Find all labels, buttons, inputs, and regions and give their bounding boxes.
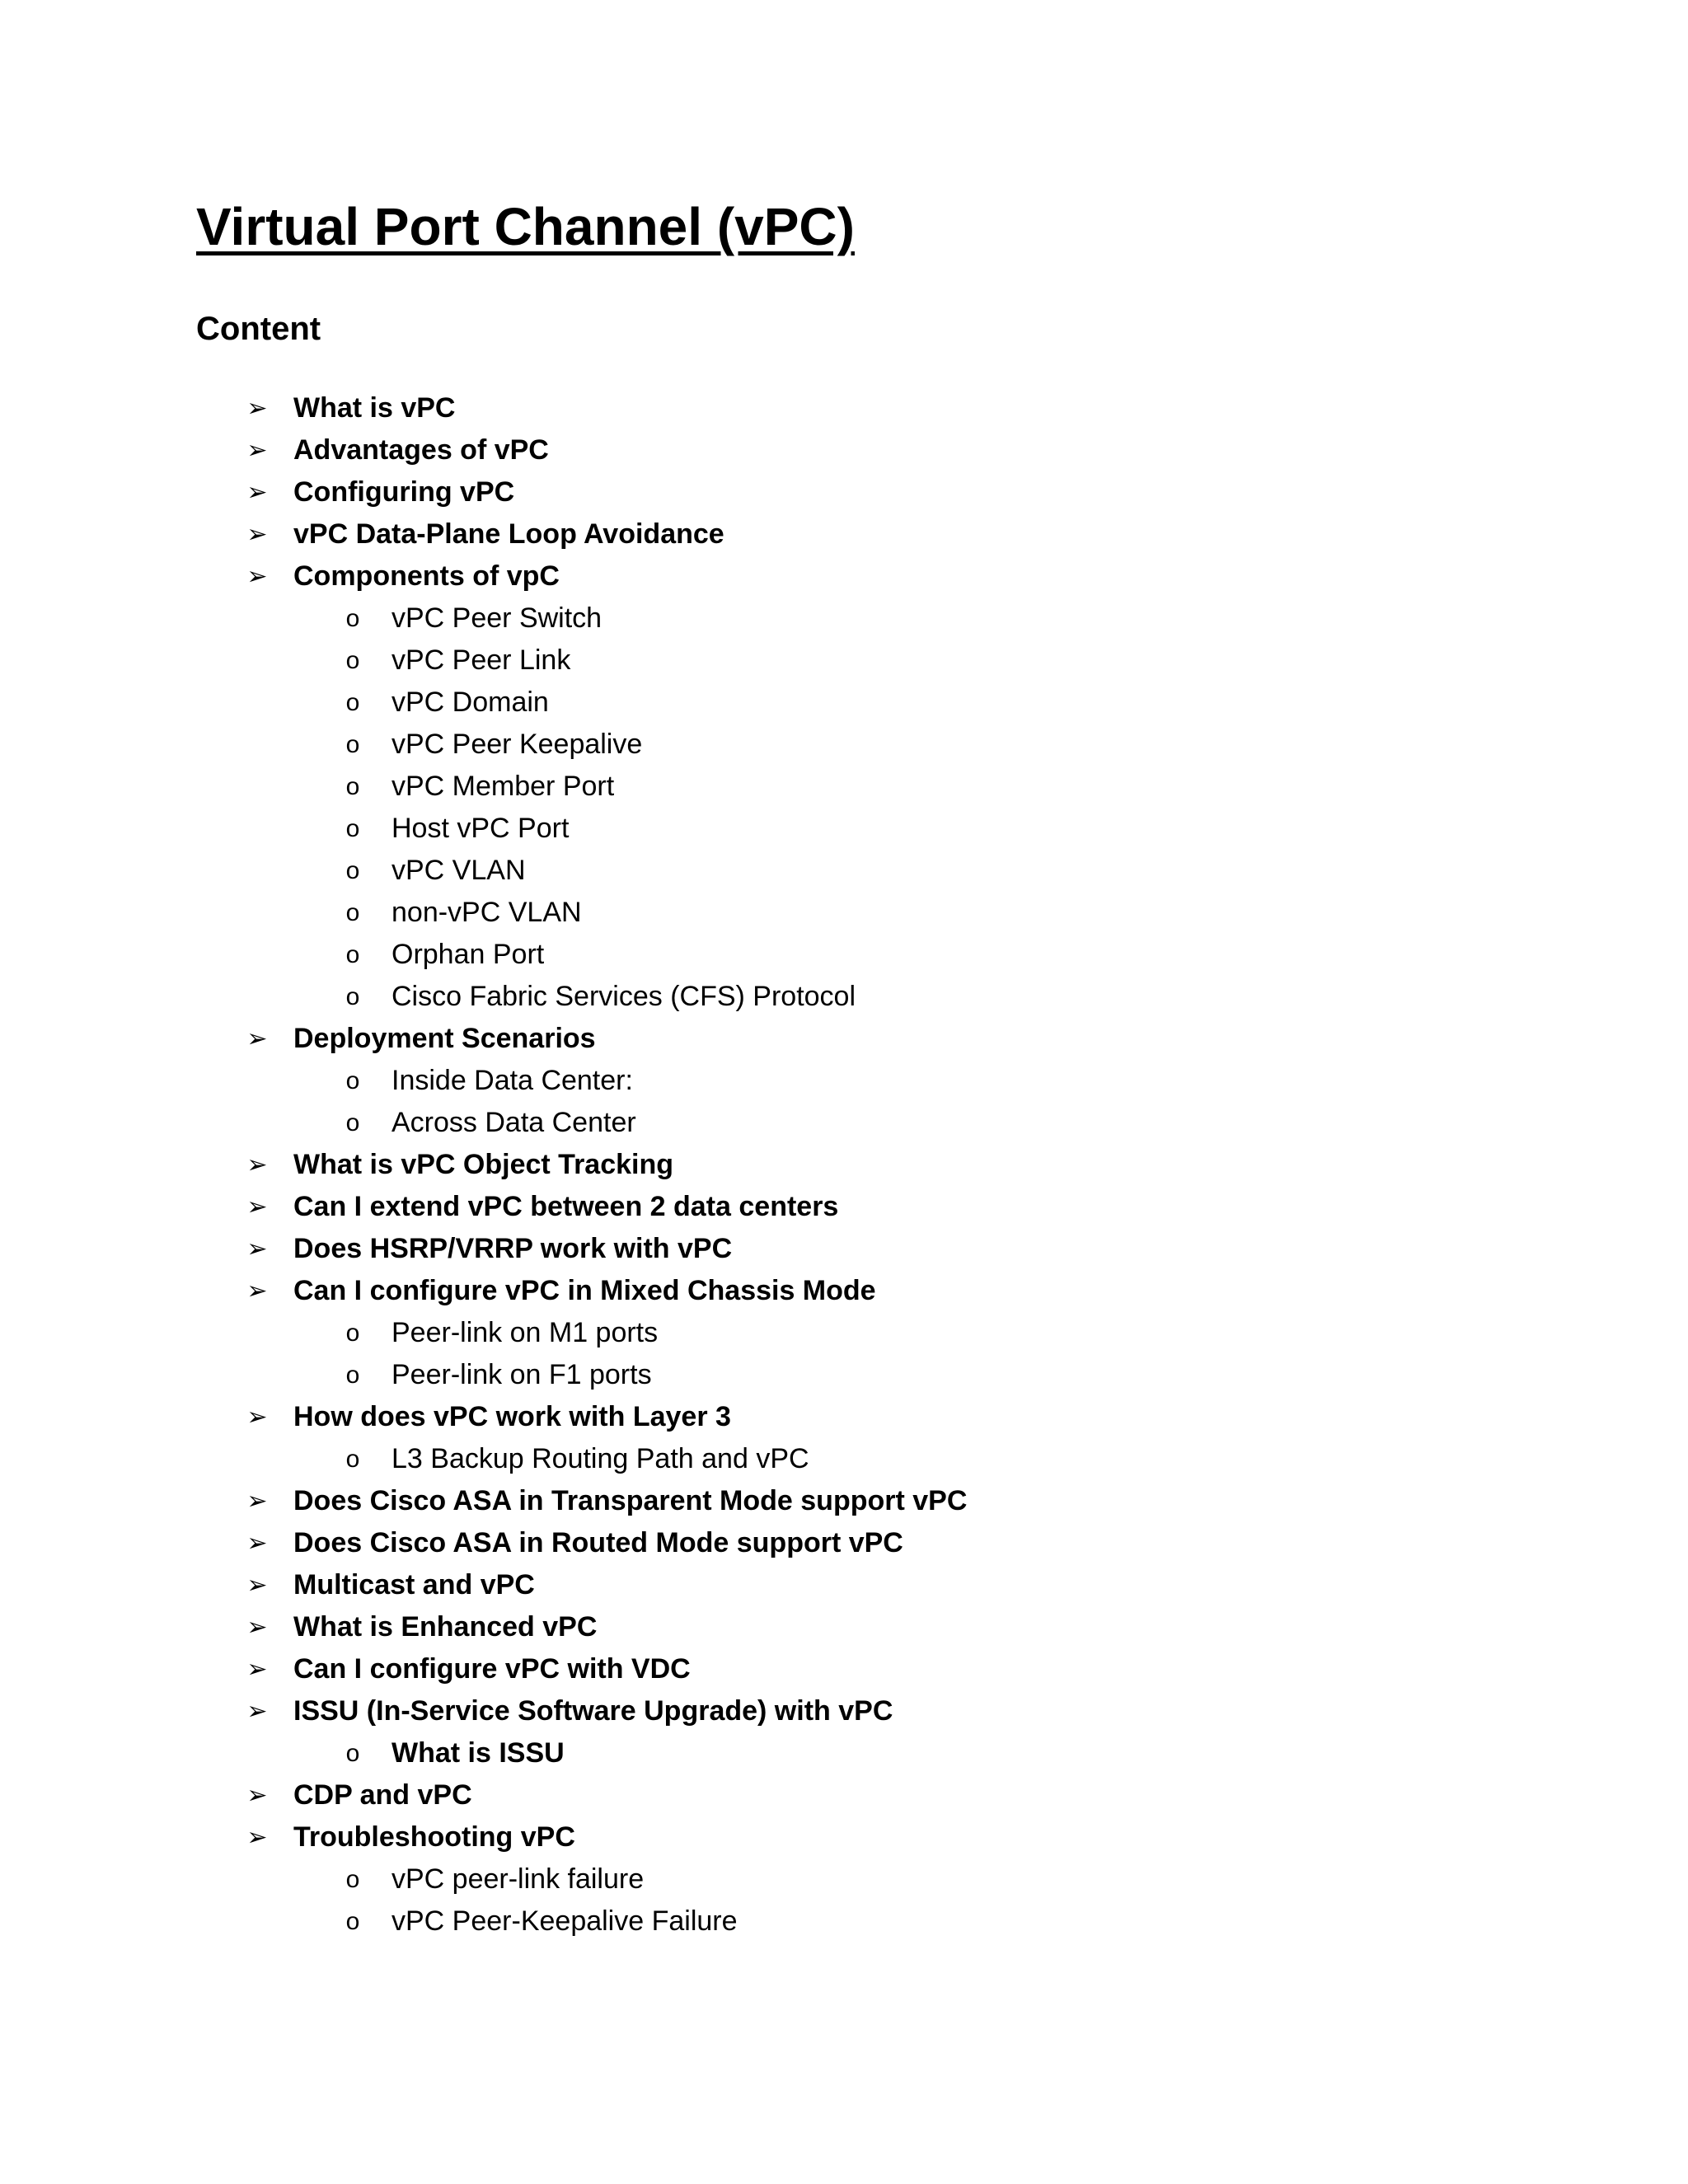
arrow-bullet-icon: ➢ bbox=[246, 1698, 268, 1725]
arrow-bullet-icon: ➢ bbox=[246, 1025, 268, 1052]
arrow-bullet-icon: ➢ bbox=[246, 1488, 268, 1515]
arrow-bullet-icon: ➢ bbox=[246, 1277, 268, 1305]
circle-bullet-icon: o bbox=[345, 857, 360, 884]
circle-bullet-icon: o bbox=[345, 689, 360, 716]
toc-item-label: What is ISSU bbox=[392, 1737, 565, 1769]
toc-item-label: vPC peer-link failure bbox=[392, 1863, 645, 1895]
arrow-bullet-icon: ➢ bbox=[246, 1656, 268, 1683]
toc-item-label: Peer-link on M1 ports bbox=[392, 1317, 659, 1348]
toc-item-label: Does Cisco ASA in Routed Mode support vPC bbox=[293, 1527, 903, 1558]
arrow-bullet-icon: ➢ bbox=[246, 1530, 268, 1557]
arrow-bullet-icon: ➢ bbox=[246, 1614, 268, 1641]
circle-bullet-icon: o bbox=[345, 815, 360, 842]
toc-item-label: Inside Data Center: bbox=[392, 1065, 633, 1096]
arrow-bullet-icon: ➢ bbox=[246, 1572, 268, 1599]
circle-bullet-icon: o bbox=[345, 1109, 360, 1137]
circle-bullet-icon: o bbox=[345, 1446, 360, 1473]
circle-bullet-icon: o bbox=[345, 899, 360, 926]
arrow-bullet-icon: ➢ bbox=[246, 563, 268, 590]
arrow-bullet-icon: ➢ bbox=[246, 1151, 268, 1179]
arrow-bullet-icon: ➢ bbox=[246, 479, 268, 506]
toc-item-label: Can I extend vPC between 2 data centers bbox=[293, 1191, 839, 1222]
toc-item-label: non-vPC VLAN bbox=[392, 897, 582, 928]
toc-item-label: vPC Peer-Keepalive Failure bbox=[392, 1905, 738, 1937]
arrow-bullet-icon: ➢ bbox=[246, 1235, 268, 1263]
arrow-bullet-icon: ➢ bbox=[246, 1193, 268, 1221]
toc-item-label: Advantages of vPC bbox=[293, 434, 549, 466]
circle-bullet-icon: o bbox=[345, 941, 360, 968]
circle-bullet-icon: o bbox=[345, 1361, 360, 1389]
circle-bullet-icon: o bbox=[345, 1319, 360, 1347]
toc-item-label: Components of vpC bbox=[293, 560, 560, 592]
toc-item-label: vPC Peer Switch bbox=[392, 602, 603, 634]
toc-item-label: What is Enhanced vPC bbox=[293, 1611, 598, 1643]
toc-item-label: How does vPC work with Layer 3 bbox=[293, 1401, 731, 1432]
arrow-bullet-icon: ➢ bbox=[246, 1824, 268, 1851]
document-title: Virtual Port Channel (vPC) bbox=[196, 197, 855, 256]
circle-bullet-icon: o bbox=[345, 647, 360, 674]
toc-item-label: Configuring vPC bbox=[293, 476, 515, 508]
arrow-bullet-icon: ➢ bbox=[246, 521, 268, 548]
toc-item-label: Does HSRP/VRRP work with vPC bbox=[293, 1233, 733, 1264]
circle-bullet-icon: o bbox=[345, 605, 360, 632]
arrow-bullet-icon: ➢ bbox=[246, 1782, 268, 1809]
circle-bullet-icon: o bbox=[345, 983, 360, 1010]
circle-bullet-icon: o bbox=[345, 1740, 360, 1767]
circle-bullet-icon: o bbox=[345, 773, 360, 800]
toc-item-label: vPC Peer Link bbox=[392, 644, 571, 676]
toc-item-label: CDP and vPC bbox=[293, 1779, 472, 1811]
circle-bullet-icon: o bbox=[345, 1908, 360, 1935]
arrow-bullet-icon: ➢ bbox=[246, 1404, 268, 1431]
toc-item-label: Across Data Center bbox=[392, 1107, 636, 1138]
toc-item-label: Does Cisco ASA in Transparent Mode support vPC bbox=[293, 1485, 968, 1516]
circle-bullet-icon: o bbox=[345, 1067, 360, 1094]
toc-item-label: Can I configure vPC in Mixed Chassis Mode bbox=[293, 1275, 876, 1306]
toc-item-label: Host vPC Port bbox=[392, 813, 570, 844]
toc-item-label: vPC Peer Keepalive bbox=[392, 729, 643, 760]
toc-item-label: vPC Domain bbox=[392, 687, 549, 718]
toc-item-label: vPC VLAN bbox=[392, 855, 526, 886]
toc-item-label: Orphan Port bbox=[392, 939, 545, 970]
circle-bullet-icon: o bbox=[345, 1866, 360, 1893]
toc-item-label: Cisco Fabric Services (CFS) Protocol bbox=[392, 981, 856, 1012]
toc-item-label: Troubleshooting vPC bbox=[293, 1821, 575, 1853]
toc-item-label: Peer-link on F1 ports bbox=[392, 1359, 652, 1390]
arrow-bullet-icon: ➢ bbox=[246, 395, 268, 422]
toc-item-label: vPC Member Port bbox=[392, 771, 615, 802]
toc-item-label: Can I configure vPC with VDC bbox=[293, 1653, 691, 1685]
toc-item-label: ISSU (In-Service Software Upgrade) with vPC bbox=[293, 1695, 893, 1727]
toc-item-label: Multicast and vPC bbox=[293, 1569, 535, 1601]
toc-item-label: What is vPC bbox=[293, 392, 456, 424]
toc-item-label: Deployment Scenarios bbox=[293, 1023, 596, 1054]
circle-bullet-icon: o bbox=[345, 731, 360, 758]
arrow-bullet-icon: ➢ bbox=[246, 437, 268, 464]
toc-item-label: vPC Data-Plane Loop Avoidance bbox=[293, 518, 724, 550]
toc-item-label: L3 Backup Routing Path and vPC bbox=[392, 1443, 809, 1474]
toc-item-label: What is vPC Object Tracking bbox=[293, 1149, 674, 1180]
content-heading: Content bbox=[196, 311, 321, 347]
